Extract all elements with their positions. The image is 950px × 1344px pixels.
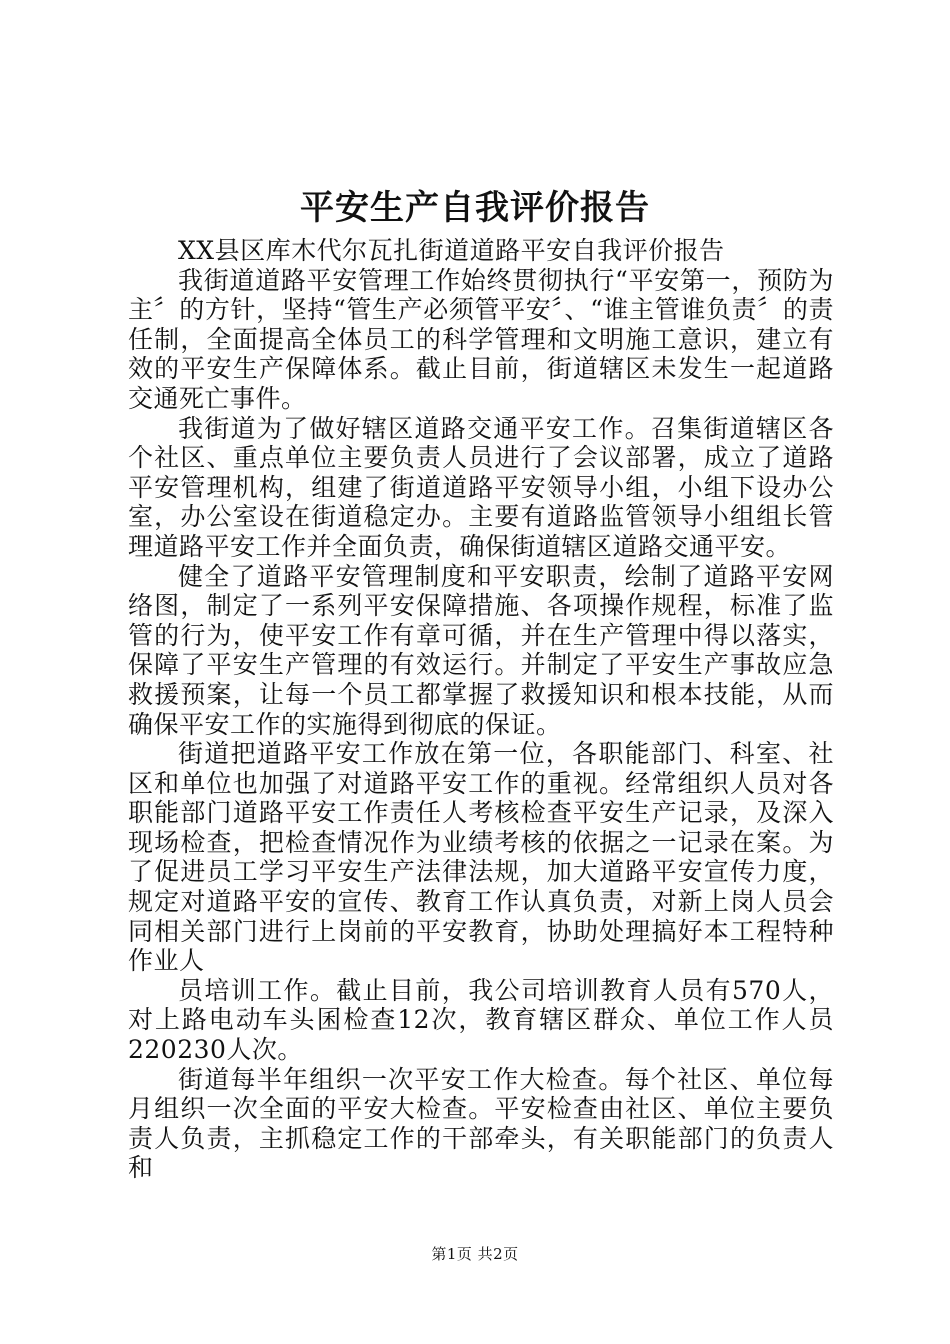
paragraph: 街道每半年组织一次平安工作大检查。每个社区、单位每月组织一次全面的平安大检查。平安检查由社区、单位主要负责人负责，主抓稳定工作的干部牵头，有关职能部门的负责人和 bbox=[128, 1064, 834, 1183]
paragraph: 员培训工作。截止目前，我公司培训教育人员有570人，对上路电动车头囷检查12次，教育辖区群众、单位工作人员220230人次。 bbox=[128, 975, 834, 1065]
document-body bbox=[128, 236, 834, 1183]
page-footer: 第1页 共2页 bbox=[431, 1245, 519, 1263]
paragraph-subtitle: XX县区库木代尔瓦扎街道道路平安自我评价报告 bbox=[178, 236, 725, 265]
paragraph: 街道把道路平安工作放在第一位，各职能部门、科室、社区和单位也加强了对道路平安工作的重视。经常组织人员对各职能部门道路平安工作责任人考核检查平安生产记录，及深入现场检查，把检查情况作为业绩考核的依据之一记录在案。为了促进员工学习平安生产法律法规，加大道路平安宣传力度，规定对道路平安的宣传、教育工作认真负责，对新上岗人员会同相关部门进行上岗前的平安教育，协助处理搞好本工程特种作业人 bbox=[128, 739, 834, 976]
paragraph: 健全了道路平安管理制度和平安职责，绘制了道路平安网络图，制定了一系列平安保障措施、各项操作规程，标准了监管的行为，使平安工作有章可循，并在生产管理中得以落实，保障了平安生产管理的有效运行。并制定了平安生产事故应急救援预案，让每一个员工都掌握了救援知识和根本技能，从而确保平安工作的实施得到彻底的保证。 bbox=[128, 561, 834, 739]
document-title: 平安生产自我评价报告 bbox=[300, 188, 650, 228]
paragraph: 我街道为了做好辖区道路交通平安工作。召集街道辖区各个社区、重点单位主要负责人员进行了会议部署，成立了道路平安管理机构，组建了街道道路平安领导小组，小组下设办公室，办公室设在街道稳定办。主要有道路监管领导小组组长管理道路平安工作并全面负责，确保街道辖区道路交通平安。 bbox=[128, 413, 834, 561]
paragraph: 我街道道路平安管理工作始终贯彻执行“平安第一，预防为主〞的方针，坚持“管生产必须管平安〞、“谁主管谁负责〞的责任制，全面提高全体员工的科学管理和文明施工意识，建立有效的平安生产保障体系。截止目前，街道辖区未发生一起道路交通死亡事件。 bbox=[128, 265, 834, 413]
